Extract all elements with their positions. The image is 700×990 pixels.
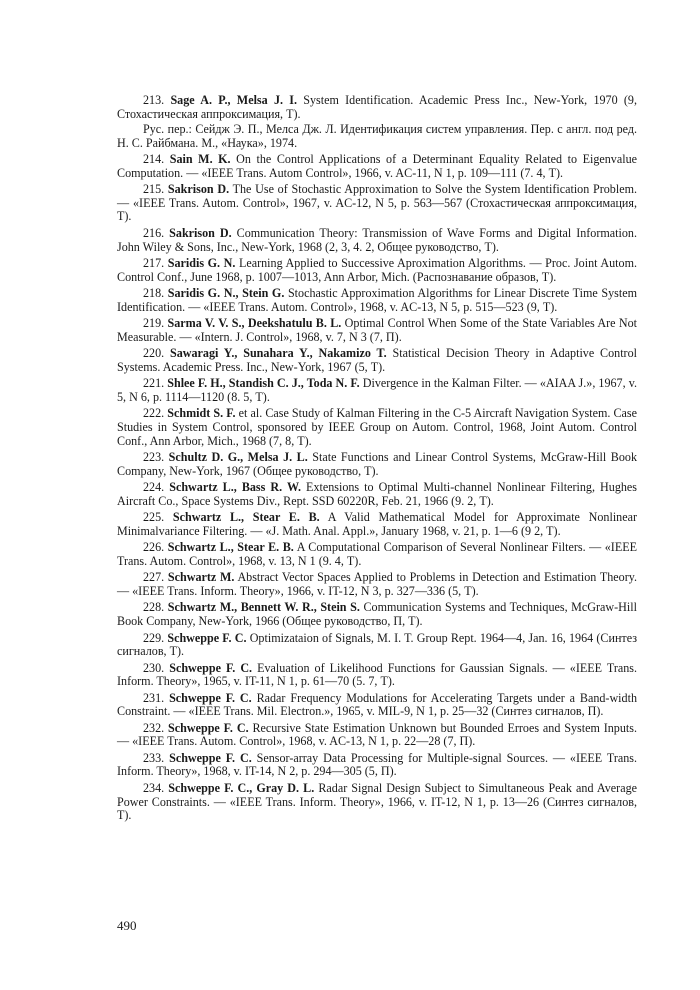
reference-text: Sensor-array Data Processing for Multiple-signal Sources. — «IEEE Trans. Inform. Theory», 1968, v. IT-14, N 2, p. 294—305 (5, П). [117, 750, 637, 779]
reference-entry [117, 692, 637, 719]
reference-number: 219. [143, 316, 165, 331]
reference-authors: Sawaragi Y., Sunahara Y., Nakamizo T. [170, 346, 387, 361]
reference-text: System Identification. Academic Press Inc., New-York, 1970 (9, Стохастическая аппроксимация, Т). [117, 93, 637, 121]
reference-text: Recursive State Estimation Unknown but Bounded Erroes and System Inputs. — «IEEE Trans. Autom. Control», 1968, v. AC-13, N 1, p. 22—28 (7, П). [117, 720, 637, 749]
reference-number: 223. [143, 450, 165, 465]
reference-entry [117, 601, 637, 628]
reference-entry [117, 511, 637, 538]
reference-entry [117, 571, 637, 598]
reference-authors: Saridis G. N., Stein G. [167, 286, 285, 301]
reference-authors: Schweppe F. C., Gray D. L. [168, 780, 315, 795]
reference-authors: Sain M. K. [169, 152, 231, 167]
reference-entry [117, 347, 637, 374]
reference-text: A Computational Comparison of Several Nonlinear Filters. — «IEEE Trans. Autom. Control», 1968, v. 13, N 1 (9. 4, Т). [117, 540, 637, 568]
reference-number: 224. [143, 480, 165, 495]
page-number: 490 [117, 918, 137, 933]
reference-text: Communication Systems and Techniques, McGraw-Hill Book Company, New-York, 1966 (Общее руководство, П, Т). [117, 600, 637, 629]
reference-number: 233. [143, 750, 165, 765]
reference-text: Рус. пер.: Сейдж Э. П., Мелса Дж. Л. Идентификация систем управления. Пер. с англ. под ред. Н. С. Райбмана. М., «Наука», 1974. [117, 122, 637, 150]
reference-entry [117, 782, 637, 823]
reference-authors: Schwartz L., Stear E. B. [167, 540, 294, 555]
reference-entry [117, 451, 637, 478]
reference-authors: Schwartz L., Bass R. W. [169, 480, 301, 495]
reference-text: Communication Theory: Transmission of Wave Forms and Digital Information. John Wiley & Sons, Inc., New-York, 1968 (2, 3, 4. 2, Общее руководство, Т). [117, 225, 637, 254]
reference-number: 216. [143, 225, 165, 240]
reference-authors: Shlee F. H., Standish C. J., Toda N. F. [167, 376, 360, 391]
reference-authors: Sarma V. V. S., Deekshatulu B. L. [167, 316, 342, 331]
reference-text: Divergence in the Kalman Filter. — «AIAA J.», 1967, v. 5, N 6, p. 1114—1120 (8. 5, Т). [117, 376, 637, 404]
reference-text: Statistical Decision Theory in Adaptive Control Systems. Academic Press. Inc., New-York, 1967 (5, Т). [117, 346, 637, 374]
reference-entry [117, 287, 637, 314]
reference-number: 227. [143, 570, 165, 585]
reference-list [117, 94, 637, 826]
reference-number: 214. [143, 152, 165, 167]
reference-text: et al. Case Study of Kalman Filtering in the C-5 Aircraft Navigation System. Case Studies in System Control, sponsored by IEEE Group on Autom. Control, 1968, Joint Autom. Control Conf., Ann Arbor, Mich., 1968 (7, 8, Т). [117, 406, 637, 448]
reference-text: State Functions and Linear Control Systems, McGraw-Hill Book Company, New-York, 1967 (Общее руководство, Т). [117, 450, 637, 478]
reference-number: 231. [143, 690, 165, 705]
reference-text: Abstract Vector Spaces Applied to Problems in Detection and Estimation Theory. — «IEEE Trans. Inform. Theory», 1966, v. IT-12, N 3, p. 327—336 (5, Т). [117, 570, 638, 598]
reference-text: Optimizataion of Signals, M. I. T. Group Rept. 1964—4, Jan. 16, 1964 (Синтез сигналов, Т). [117, 630, 637, 659]
reference-entry [117, 227, 637, 254]
reference-entry [117, 752, 637, 779]
reference-authors: Schultz D. G., Melsa J. L. [168, 450, 308, 465]
reference-entry [117, 632, 637, 659]
reference-entry [117, 183, 637, 224]
reference-authors: Saridis G. N. [167, 255, 236, 270]
reference-entry [117, 257, 637, 284]
reference-entry [117, 94, 637, 121]
reference-entry [117, 662, 637, 689]
reference-entry [117, 377, 637, 404]
reference-entry [117, 407, 637, 448]
reference-authors: Schmidt S. F. [167, 406, 236, 421]
reference-text: Extensions to Optimal Multi-channel Nonlinear Filtering, Hughes Aircraft Co., Space Systems Div., Rept. SSD 60220R, Feb. 21, 1966 (9. 2, Т). [117, 480, 637, 508]
reference-authors: Sage A. P., Melsa J. I. [170, 93, 297, 107]
reference-authors: Sakrison D. [167, 182, 230, 197]
reference-authors: Schweppe F. C. [169, 750, 252, 765]
reference-authors: Schwartz M. [167, 570, 235, 585]
reference-number: 222. [143, 406, 165, 421]
reference-number: 230. [143, 660, 165, 675]
reference-authors: Schweppe F. C. [169, 690, 252, 705]
reference-authors: Schweppe F. C. [167, 630, 247, 645]
reference-text: Optimal Control When Some of the State Variables Are Not Measurable. — «Intern. J. Control», 1968, v. 7, N 3 (7, П). [117, 316, 637, 344]
reference-number: 232. [143, 720, 165, 735]
reference-number: 218. [143, 286, 165, 301]
reference-authors: Schweppe F. C. [169, 660, 253, 675]
reference-text: On the Control Applications of a Determinant Equality Related to Eigenvalue Computation. — «IEEE Trans. Autom Control», 1966, v. AC-11, N 1, p. 109—111 (7. 4, Т). [117, 152, 637, 180]
reference-entry [117, 481, 637, 508]
reference-entry [117, 317, 637, 344]
reference-authors: Schwartz L., Stear E. B. [172, 510, 320, 525]
reference-number: 213. [143, 93, 165, 107]
reference-entry [117, 722, 637, 749]
reference-text: Learning Applied to Successive Aproximation Algorithms. — Proc. Joint Autom. Control Conf., June 1968, p. 1007—1013, Ann Arbor, Mich. (Распознавание образов, Т). [117, 255, 637, 284]
reference-number: 234. [143, 780, 165, 795]
reference-authors: Sakrison D. [169, 225, 232, 240]
reference-entry [117, 541, 637, 568]
reference-number: 226. [143, 540, 165, 555]
reference-text: The Use of Stochastic Approximation to Solve the System Identification Problem. — «IEEE Trans. Autom. Control», 1967, v. AC-12, N 5, p. 563—567 (Стохастическая аппроксимация, Т). [117, 182, 637, 224]
reference-text: Evaluation of Likelihood Functions for Gaussian Signals. — «IEEE Trans. Inform. Theory», 1965, v. IT-11, N 1, p. 61—70 (5. 7, Т). [117, 660, 637, 689]
reference-number: 220. [143, 346, 165, 361]
reference-authors: Schweppe F. C. [168, 720, 249, 735]
reference-number: 215. [143, 182, 165, 197]
reference-number: 229. [143, 630, 165, 645]
reference-number: 221. [143, 376, 165, 391]
reference-number: 228. [143, 600, 165, 615]
reference-text: A Valid Mathematical Model for Approximate Nonlinear Minimalvariance Filtering. — «J. Math. Anal. Appl.», January 1968, v. 21, p. 1—6 (9 2, Т). [117, 510, 637, 538]
reference-text: Radar Signal Design Subject to Simultaneous Peak and Average Power Constraints. — «IEEE Trans. Inform. Theory», 1966, v. IT-12, N 1, p. 13—26 (Синтез сигналов, Т). [117, 780, 637, 823]
reference-text: Radar Frequency Modulations for Accelerating Targets under a Band-width Constraint. — «IEEE Trans. Mil. Electron.», 1965, v. MIL-9, N 1, p. 25—32 (Синтез сигналов, П). [117, 690, 637, 719]
reference-number: 225. [143, 510, 165, 525]
reference-authors: Schwartz M., Bennett W. R., Stein S. [167, 600, 360, 615]
reference-text: Stochastic Approximation Algorithms for Linear Discrete Time System Identification. — «IEEE Trans. Autom. Control», 1968, v. AC-13, N 5, p. 515—523 (9, Т). [117, 286, 637, 314]
reference-entry [117, 153, 637, 180]
reference-translation-note [117, 123, 637, 150]
reference-number: 217. [143, 255, 165, 270]
